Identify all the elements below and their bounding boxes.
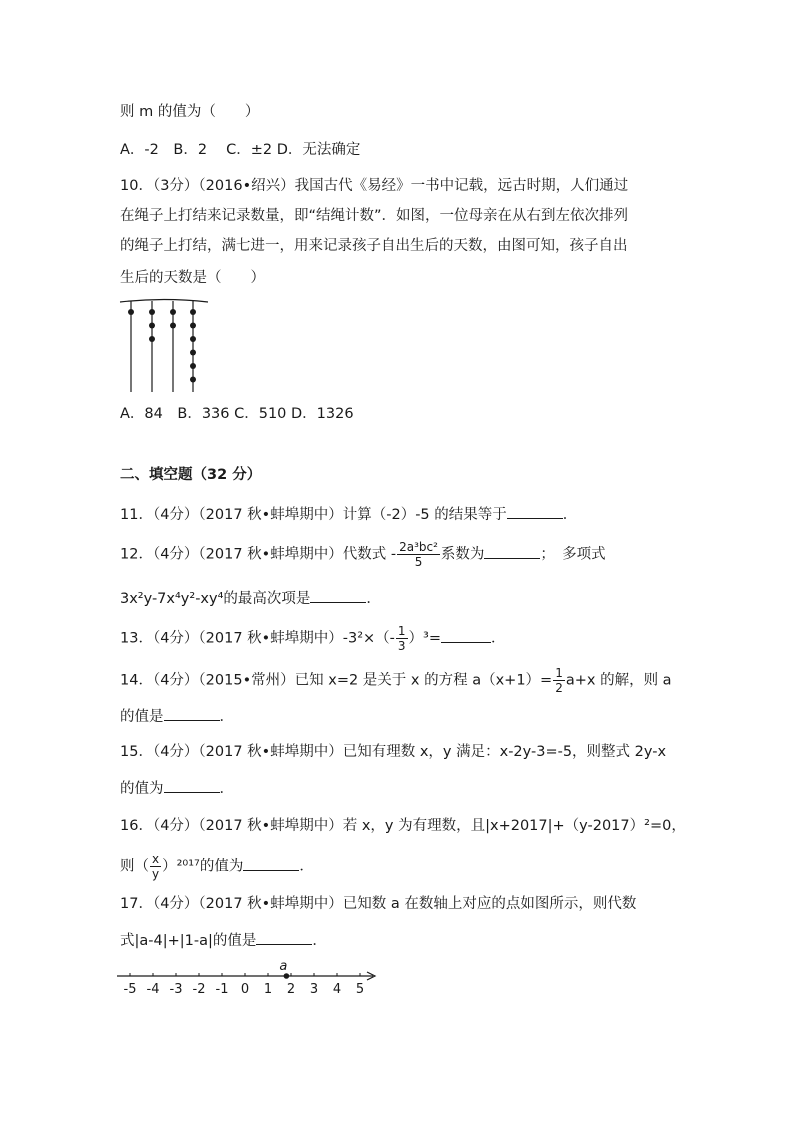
tick-label: 2	[286, 982, 296, 997]
q13-pre: 13．（4分）（2017 秋•蚌埠期中）-3²×（-	[120, 630, 395, 647]
q15-line1: 15．（4分）（2017 秋•蚌埠期中）已知有理数 x，y 满足：x-2y-3=-5，则整式 2y-x	[120, 744, 667, 760]
q12-pre: 12．（4分）（2017 秋•蚌埠期中）代数式 -	[120, 546, 397, 563]
knot	[190, 350, 196, 356]
tick-label: 4	[332, 982, 342, 997]
fraction-denominator: 2	[555, 681, 563, 695]
q9-options: A．-2 B．2 C．±2 D．无法确定	[120, 142, 361, 158]
answer-blank[interactable]	[441, 628, 491, 643]
tick-label: -4	[146, 982, 160, 997]
knot	[170, 323, 176, 329]
knot	[128, 309, 134, 315]
q10-line3: 的绳子上打结，满七进一，用来记录孩子自出生后的天数，由图可知，孩子自出	[120, 238, 628, 254]
q13-post: ）³=	[408, 630, 441, 647]
answer-blank[interactable]	[243, 856, 299, 871]
tick-label: 1	[263, 982, 273, 997]
knot-rope-figure	[118, 296, 213, 396]
point-a-label: a	[279, 959, 288, 974]
fraction-numerator: x	[152, 852, 160, 866]
knot	[190, 336, 196, 342]
knot	[190, 323, 196, 329]
q16-end: ．	[299, 858, 314, 875]
fraction-denominator: 3	[397, 639, 406, 653]
answer-blank[interactable]	[484, 544, 540, 559]
q17-end: ．	[312, 933, 327, 949]
q15-line2	[120, 778, 234, 799]
knot	[170, 309, 176, 315]
answer-blank[interactable]	[256, 930, 312, 945]
q14-fraction	[553, 666, 565, 695]
fraction-denominator: y	[152, 867, 160, 881]
q16-fraction	[150, 852, 161, 881]
knot	[149, 323, 155, 329]
q17-line2	[120, 930, 327, 951]
q13	[120, 624, 506, 653]
q16-post2: ）²⁰¹⁷的值为	[162, 858, 244, 875]
tick-label: -5	[123, 982, 137, 997]
knot	[149, 336, 155, 342]
point-a	[284, 973, 290, 979]
q14-line2	[120, 706, 234, 727]
q13-fraction	[396, 624, 408, 653]
tick-label: -2	[192, 982, 206, 997]
q13-end: ．	[491, 630, 506, 647]
section-title: 二、填空题（32 分）	[120, 467, 262, 483]
q12-fraction	[397, 540, 440, 569]
q14-line2-text: 的值是	[120, 709, 164, 725]
answer-blank[interactable]	[164, 778, 220, 793]
q16-line2	[120, 852, 314, 881]
tick-label: 0	[240, 982, 250, 997]
q9-tail: 则 m 的值为（ ）	[120, 104, 260, 120]
fraction-numerator: 1	[397, 624, 406, 638]
tick-label: 3	[309, 982, 319, 997]
q11-end: ．	[562, 507, 578, 523]
q15-line2-text: 的值为	[120, 781, 164, 797]
fraction-denominator: 5	[414, 555, 423, 569]
q12-mid: 系数为	[440, 546, 485, 563]
q14-post: a+x 的解，则 a	[565, 672, 672, 689]
fraction-numerator: 2a³bc²	[399, 540, 438, 554]
q10-line2: 在绳子上打结来记录数量，即“结绳计数”．如图，一位母亲在从右到左依次排列	[120, 208, 629, 224]
knot	[190, 363, 196, 369]
q10-line1: 10．（3分）（2016•绍兴）我国古代《易经》一书中记载，远古时期，人们通过	[120, 178, 629, 194]
q16-line1: 16．（4分）（2017 秋•蚌埠期中）若 x，y 为有理数，且|x+2017|+（y-2017）²=0，	[120, 818, 686, 834]
fraction-numerator: 1	[555, 666, 563, 680]
q12-line2-text: 3x²y-7x⁴y²-xy⁴的最高次项是	[120, 591, 311, 607]
top-bar	[120, 300, 208, 303]
tick-label: -1	[215, 982, 229, 997]
q15-end: ．	[219, 781, 234, 797]
answer-blank[interactable]	[507, 504, 563, 519]
q12-end: ．	[366, 591, 381, 607]
q17-line1: 17．（4分）（2017 秋•蚌埠期中）已知数 a 在数轴上对应的点如图所示，则代数	[120, 896, 637, 912]
q12-line2	[120, 588, 381, 609]
knot	[190, 377, 196, 383]
q16-pre2: 则（	[120, 858, 149, 875]
number-line-figure	[115, 958, 385, 998]
answer-blank[interactable]	[310, 588, 366, 603]
q12	[120, 540, 606, 569]
q14	[120, 666, 672, 695]
tick-label: -3	[169, 982, 183, 997]
answer-blank[interactable]	[164, 706, 220, 721]
knot	[149, 309, 155, 315]
q14-end: ．	[219, 709, 234, 725]
q10-line4: 生后的天数是（ ）	[120, 270, 265, 286]
knot	[190, 309, 196, 315]
tick-label: 5	[355, 982, 365, 997]
q11	[120, 504, 577, 525]
q11-text: 11．（4分）（2017 秋•蚌埠期中）计算（-2）-5 的结果等于	[120, 507, 507, 523]
q17-line2-text: 式|a-4|+|1-a|的值是	[120, 933, 257, 949]
q12-mid2: ； 多项式	[540, 546, 606, 563]
q10-options: A．84 B．336 C．510 D．1326	[120, 406, 354, 422]
q14-pre: 14．（4分）（2015•常州）已知 x=2 是关于 x 的方程 a（x+1）=	[120, 672, 553, 689]
